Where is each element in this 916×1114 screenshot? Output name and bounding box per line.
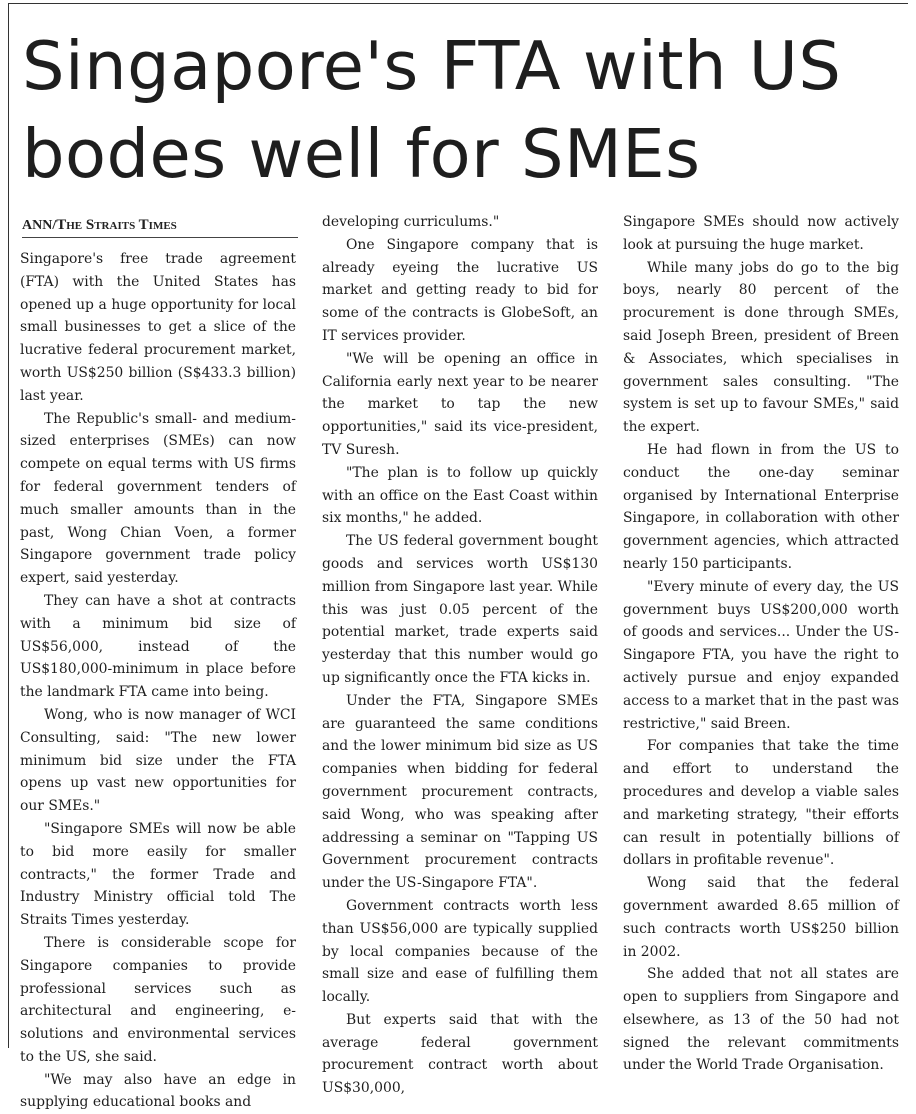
article-column-2: [322, 211, 598, 1100]
paragraph: Wong said that the federal government awarded 8.65 million of such contracts worth US$250 billion in 2002.: [623, 875, 899, 960]
paragraph: There is considerable scope for Singapore companies to provide professional services such as architectural and engineering, e-solutions and environmental services to the US, she said.: [20, 934, 296, 1065]
paragraph: Under the FTA, Singapore SMEs are guaranteed the same conditions and the lower minimum bid size as US companies when bidding for federal government procurement contracts, said Wong, who was speaking after addressing a seminar on "Tapping US Government procurement contracts under the US-Singapore FTA".: [322, 692, 598, 892]
paragraph: He had flown in from the US to conduct the one-day seminar organised by International Enterprise Singapore, in collaboration with other government agencies, which attracted nearly 150 participants.: [623, 441, 899, 572]
paragraph: But experts said that with the average federal government procurement contract worth about US$30,000,: [322, 1011, 598, 1097]
article-column-3: [623, 211, 899, 1077]
paragraph: One Singapore company that is already eyeing the lucrative US market and getting ready to bid for some of the contracts is GlobeSoft, an IT services provider.: [322, 236, 598, 344]
paragraph-continued: Singapore SMEs should now actively look at pursuing the huge market.: [623, 214, 899, 253]
headline-line-2: bodes well for SMEs: [22, 115, 701, 193]
paragraph: She added that not all states are open to suppliers from Singapore and elsewhere, as 13 of the 50 had not signed the relevant commitments under the World Trade Organisation.: [623, 966, 899, 1074]
paragraph: Government contracts worth less than US$56,000 are typically supplied by local companies because of the small size and ease of fulfilling them locally.: [322, 897, 598, 1006]
paragraph: Singapore's free trade agreement (FTA) with the United States has opened up a huge opportunity for local small businesses to get a slice of the lucrative federal procurement market, worth US$250 billion (S$433.3 billion) last year.: [20, 251, 296, 404]
paragraph: "Every minute of every day, the US government buys US$200,000 worth of goods and services... Under the US-Singapore FTA, you have the right to actively pursue and enjoy expanded access to a market that in the past was restrictive," said Breen.: [623, 578, 899, 732]
paragraph: For companies that take the time and effort to understand the procedures and develop a viable sales and marketing strategy, "their efforts can result in potentially billions of dollars in profitable revenue".: [623, 738, 899, 869]
byline-paper: The Straits Times: [56, 217, 177, 233]
paragraph: The Republic's small- and medium-sized enterprises (SMEs) can now compete on equal terms with US firms for federal government tenders of much smaller amounts than in the past, Wong Chian Voen, a former Singapore government trade policy expert, said yesterday.: [20, 410, 296, 587]
paragraph: "We will be opening an office in California early next year to be nearer the market to tap the new opportunities," said its vice-president, TV Suresh.: [322, 350, 598, 458]
paragraph: They can have a shot at contracts with a minimum bid size of US$56,000, instead of the US$180,000-minimum in place before the landmark FTA came into being.: [20, 592, 296, 701]
paragraph: "Singapore SMEs will now be able to bid more easily for smaller contracts," the former Trade and Industry Ministry official told The Straits Times yesterday.: [20, 820, 296, 929]
article-headline: [22, 22, 908, 198]
paragraph-continued: developing curriculums.": [322, 214, 500, 230]
article-column-1: [20, 248, 296, 1114]
byline-source: ANN/: [22, 218, 57, 233]
paragraph: "We may also have an edge in supplying educational books and: [20, 1071, 296, 1111]
paragraph: "The plan is to follow up quickly with an office on the East Coast within six months," he added.: [322, 464, 598, 527]
paragraph: The US federal government bought goods and services worth US$130 million from Singapore last year. While this was just 0.05 percent of the potential market, trade experts said yesterday that this number would go up significantly once the FTA kicks in.: [322, 533, 598, 686]
headline-line-1: Singapore's FTA with US: [22, 27, 842, 105]
page-left-rule: [8, 3, 9, 1048]
byline: [22, 217, 298, 238]
paragraph: While many jobs do go to the big boys, nearly 80 percent of the procurement is done through SMEs, said Joseph Breen, president of Breen & Associates, which specialises in government sales consulting. "The system is set up to favour SMEs," said the expert.: [623, 259, 899, 436]
page-top-rule: [8, 3, 908, 4]
paragraph: Wong, who is now manager of WCI Consulting, said: "The new lower minimum bid size under the FTA opens up vast new opportunities for our SMEs.": [20, 706, 296, 815]
